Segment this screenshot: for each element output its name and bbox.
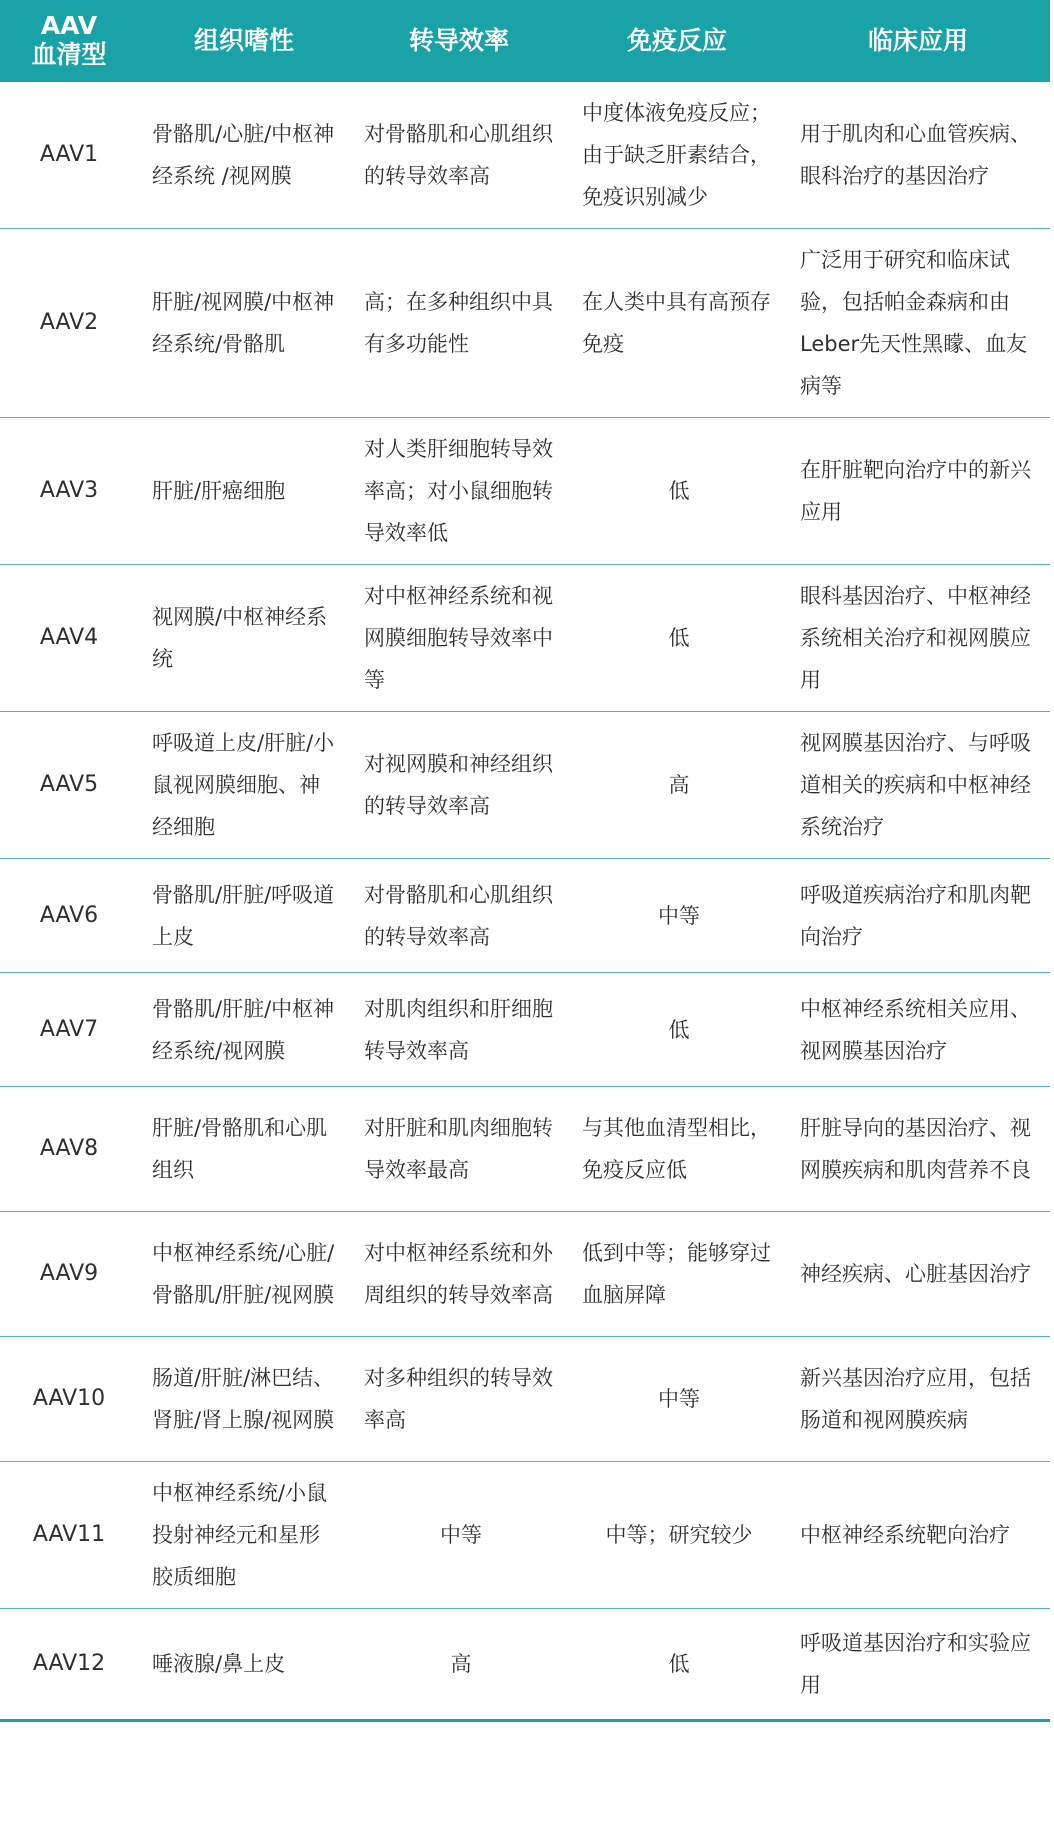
tropism-cell: 骨骼肌/肝脏/呼吸道上皮 — [138, 859, 350, 973]
table-row — [0, 565, 1050, 712]
table-header — [0, 0, 1050, 82]
application-cell: 在肝脏靶向治疗中的新兴应用 — [786, 418, 1050, 565]
tropism-cell: 肝脏/视网膜/中枢神经系统/骨骼肌 — [138, 229, 350, 418]
serotype-cell: AAV1 — [0, 82, 138, 229]
efficiency-cell: 对视网膜和神经组织的转导效率高 — [350, 712, 568, 859]
tropism-cell: 骨骼肌/心脏/中枢神经系统 /视网膜 — [138, 82, 350, 229]
immune-cell: 高 — [568, 712, 786, 859]
tropism-cell: 中枢神经系统/小鼠投射神经元和星形胶质细胞 — [138, 1462, 350, 1609]
efficiency-cell: 对中枢神经系统和视网膜细胞转导效率中等 — [350, 565, 568, 712]
serotype-cell: AAV5 — [0, 712, 138, 859]
table-body — [0, 82, 1050, 1721]
serotype-cell: AAV8 — [0, 1087, 138, 1212]
efficiency-cell: 对人类肝细胞转导效率高；对小鼠细胞转导效率低 — [350, 418, 568, 565]
serotype-cell: AAV4 — [0, 565, 138, 712]
tropism-cell: 肝脏/肝癌细胞 — [138, 418, 350, 565]
efficiency-cell: 对骨骼肌和心肌组织的转导效率高 — [350, 82, 568, 229]
efficiency-cell: 高 — [350, 1609, 568, 1721]
header-efficiency: 转导效率 — [350, 0, 568, 82]
efficiency-cell: 中等 — [350, 1462, 568, 1609]
application-cell: 广泛用于研究和临床试验，包括帕金森病和由Leber先天性黑矇、血友病等 — [786, 229, 1050, 418]
application-cell: 呼吸道基因治疗和实验应用 — [786, 1609, 1050, 1721]
application-cell: 神经疾病、心脏基因治疗 — [786, 1212, 1050, 1337]
efficiency-cell: 对肌肉组织和肝细胞转导效率高 — [350, 973, 568, 1087]
table-row — [0, 418, 1050, 565]
tropism-cell: 肝脏/骨骼肌和心肌组织 — [138, 1087, 350, 1212]
immune-cell: 中度体液免疫反应；由于缺乏肝素结合，免疫识别减少 — [568, 82, 786, 229]
immune-cell: 低 — [568, 418, 786, 565]
immune-cell: 与其他血清型相比，免疫反应低 — [568, 1087, 786, 1212]
table-row — [0, 229, 1050, 418]
immune-cell: 低 — [568, 565, 786, 712]
table-row — [0, 82, 1050, 229]
immune-cell: 低 — [568, 973, 786, 1087]
immune-cell: 在人类中具有高预存免疫 — [568, 229, 786, 418]
application-cell: 新兴基因治疗应用，包括肠道和视网膜疾病 — [786, 1337, 1050, 1462]
header-immune: 免疫反应 — [568, 0, 786, 82]
serotype-cell: AAV11 — [0, 1462, 138, 1609]
efficiency-cell: 对骨骼肌和心肌组织的转导效率高 — [350, 859, 568, 973]
table-row — [0, 859, 1050, 973]
serotype-cell: AAV6 — [0, 859, 138, 973]
serotype-cell: AAV7 — [0, 973, 138, 1087]
tropism-cell: 肠道/肝脏/淋巴结、肾脏/肾上腺/视网膜 — [138, 1337, 350, 1462]
table-row — [0, 973, 1050, 1087]
efficiency-cell: 对中枢神经系统和外周组织的转导效率高 — [350, 1212, 568, 1337]
serotype-cell: AAV10 — [0, 1337, 138, 1462]
efficiency-cell: 对多种组织的转导效率高 — [350, 1337, 568, 1462]
immune-cell: 中等 — [568, 859, 786, 973]
tropism-cell: 视网膜/中枢神经系统 — [138, 565, 350, 712]
table-row — [0, 1212, 1050, 1337]
serotype-cell: AAV2 — [0, 229, 138, 418]
header-application: 临床应用 — [786, 0, 1050, 82]
application-cell: 肝脏导向的基因治疗、视网膜疾病和肌肉营养不良 — [786, 1087, 1050, 1212]
immune-cell: 中等 — [568, 1337, 786, 1462]
application-cell: 中枢神经系统相关应用、视网膜基因治疗 — [786, 973, 1050, 1087]
table-row — [0, 1087, 1050, 1212]
serotype-cell: AAV12 — [0, 1609, 138, 1721]
tropism-cell: 中枢神经系统/心脏/骨骼肌/肝脏/视网膜 — [138, 1212, 350, 1337]
application-cell: 眼科基因治疗、中枢神经系统相关治疗和视网膜应用 — [786, 565, 1050, 712]
tropism-cell: 骨骼肌/肝脏/中枢神经系统/视网膜 — [138, 973, 350, 1087]
table-row — [0, 1337, 1050, 1462]
efficiency-cell: 对肝脏和肌肉细胞转导效率最高 — [350, 1087, 568, 1212]
header-tropism: 组织嗜性 — [138, 0, 350, 82]
tropism-cell: 呼吸道上皮/肝脏/小鼠视网膜细胞、神经细胞 — [138, 712, 350, 859]
tropism-cell: 唾液腺/鼻上皮 — [138, 1609, 350, 1721]
efficiency-cell: 高；在多种组织中具有多功能性 — [350, 229, 568, 418]
application-cell: 用于肌肉和心血管疾病、眼科治疗的基因治疗 — [786, 82, 1050, 229]
immune-cell: 中等；研究较少 — [568, 1462, 786, 1609]
application-cell: 中枢神经系统靶向治疗 — [786, 1462, 1050, 1609]
application-cell: 呼吸道疾病治疗和肌肉靶向治疗 — [786, 859, 1050, 973]
application-cell: 视网膜基因治疗、与呼吸道相关的疾病和中枢神经系统治疗 — [786, 712, 1050, 859]
table-row — [0, 1609, 1050, 1721]
table-row — [0, 1462, 1050, 1609]
immune-cell: 低到中等；能够穿过血脑屏障 — [568, 1212, 786, 1337]
table-row — [0, 712, 1050, 859]
immune-cell: 低 — [568, 1609, 786, 1721]
serotype-cell: AAV9 — [0, 1212, 138, 1337]
header-serotype: AAV 血清型 — [0, 0, 138, 82]
serotype-cell: AAV3 — [0, 418, 138, 565]
